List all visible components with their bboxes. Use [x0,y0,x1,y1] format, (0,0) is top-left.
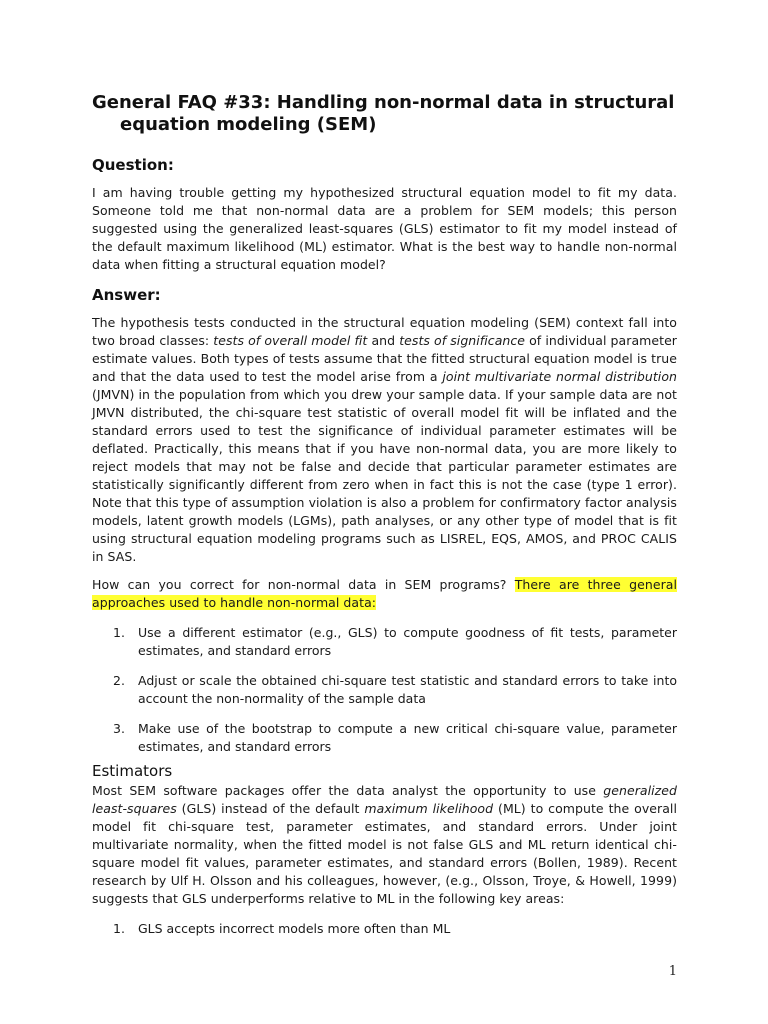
approaches-list [92,624,677,756]
question-paragraph: I am having trouble getting my hypothesized structural equation model to fit my data. Someone told me that non-normal data are a problem for SEM models; this person suggested using the generalized least-squares (GLS) estimator to fit my model instead of the default maximum likelihood (ML) estimator. What is the best way to handle non-normal data when fitting a structural equation model? [92,185,677,272]
document-body [92,92,677,938]
term-tests-of-significance: tests of significance [399,333,526,348]
page-number: 1 [668,964,677,979]
question-heading: Question: [92,156,174,174]
list-item: 2. Adjust or scale the obtained chi-square test statistic and standard errors to take into account the non-normality of the sample data [113,673,677,706]
term-gls: generalized least-squares [92,783,677,816]
answer-paragraph-1: The hypothesis tests conducted in the structural equation modeling (SEM) context fall into two broad classes: tests of overall model fit and tests of significance of individual parameter estimate values. Both types of tests assume that the fitted structural equation model is true and that the data used to test the model arise from a joint multivariate normal distribution (JMVN) in the population from which you drew your sample data. If your sample data are not JMVN distributed, the chi-square test statistic of overall model fit will be inflated and the standard errors used to test the significance of individual parameter estimates will be deflated. Practically, this means that if you have non-normal data, you are more likely to reject models that may not be false and decide that particular parameter estimates are statistically significantly different from zero when in fact this is not the case (type 1 error). Note that this type of assumption violation is also a problem for confirmatory factor analysis models, latent growth models (LGMs), path analyses, or any other type of model that is fit using structural equation modeling programs such as LISREL, EQS, AMOS, and PROC CALIS in SAS. [92,315,677,564]
document-title: General FAQ #33: Handling non-normal data in structural equation modeling (SEM) [92,92,675,135]
gls-areas-list [92,920,677,938]
list-item: 1. Use a different estimator (e.g., GLS) to compute goodness of fit tests, parameter estimates, and standard errors [113,625,677,658]
estimators-heading: Estimators [92,762,173,780]
highlighted-text: There are three general approaches used to handle non-normal data: [92,577,677,610]
list-item: 3. Make use of the bootstrap to compute a new critical chi-square value, parameter estimates, and standard errors [113,721,677,754]
estimators-paragraph: Most SEM software packages offer the data analyst the opportunity to use generalized least-squares (GLS) instead of the default maximum likelihood (ML) to compute the overall model fit chi-square test, parameter estimates, and standard errors. Under joint multivariate normality, when the fitted model is not false GLS and ML return identical chi-square model fit values, parameter estimates, and standard errors (Bollen, 1989). Recent research by Ulf H. Olsson and his colleagues, however, (e.g., Olsson, Troye, & Howell, 1999) suggests that GLS underperforms relative to ML in the following key areas: [92,783,677,906]
term-jmvn: joint multivariate normal distribution [442,369,677,384]
answer-paragraph-2: How can you correct for non-normal data in SEM programs? There are three general approaches used to handle non-normal data: [92,577,677,610]
list-item: 1. GLS accepts incorrect models more often than ML [113,921,451,936]
answer-heading: Answer: [92,286,161,304]
term-ml: maximum likelihood [364,801,494,816]
term-overall-model-fit: tests of overall model fit [213,333,368,348]
